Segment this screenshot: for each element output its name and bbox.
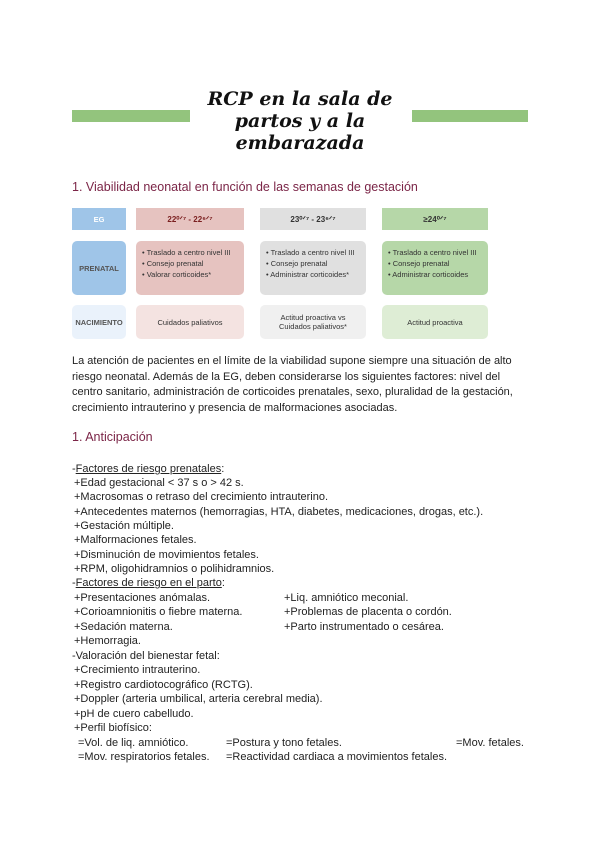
prenatal-risk-heading — [72, 462, 224, 476]
labor-risk-item: +Hemorragia. — [74, 635, 141, 647]
labor-risk-item: +Corioamnionitis o fiebre materna. — [74, 606, 243, 618]
prenatal-cell-24 — [382, 241, 488, 295]
labor-risk-item: +Liq. amniótico meconial. — [284, 592, 409, 604]
title-bar-left — [72, 110, 190, 122]
nacimiento-cell-22 — [136, 305, 244, 339]
viability-table — [72, 208, 490, 339]
prenatal-label: PRENATAL — [72, 241, 126, 295]
header-22: 22⁰ᐟ⁷ - 22⁶ᐟ⁷ — [136, 208, 244, 230]
fetal-item: +Crecimiento intrauterino. — [74, 664, 201, 676]
prenatal-24-item: • Administrar corticoides — [388, 269, 482, 280]
labor-risk-item: +Sedación materna. — [74, 621, 173, 633]
fetal-item: +Perfil biofísico: — [74, 722, 152, 734]
fetal-item: +Registro cardiotocográfico (RCTG). — [74, 679, 253, 691]
labor-risk-title: Factores de riesgo en el parto — [75, 577, 222, 589]
nacimiento-label: NACIMIENTO — [72, 305, 126, 339]
document-title — [180, 88, 420, 154]
prenatal-risk-item: +Gestación múltiple. — [74, 520, 174, 532]
prenatal-risk-item: +Malformaciones fetales. — [74, 534, 197, 546]
prenatal-22-item: • Consejo prenatal — [142, 258, 238, 269]
section-heading-anticipacion: 1. Anticipación — [72, 430, 153, 444]
labor-risk-item: +Presentaciones anómalas. — [74, 592, 211, 604]
biofisico-item: =Vol. de liq. amniótico. — [78, 737, 189, 749]
prenatal-risk-suffix: : — [221, 463, 225, 475]
labor-risk-prefix: - — [72, 577, 76, 589]
biofisico-item: =Mov. fetales. — [456, 737, 524, 749]
header-24: ≥24⁰ᐟ⁷ — [382, 208, 488, 230]
prenatal-risk-prefix: - — [72, 463, 76, 475]
prenatal-risk-item: +RPM, oligohidramnios o polihidramnios. — [74, 563, 275, 575]
title-bar-right — [412, 110, 528, 122]
prenatal-cell-22 — [136, 241, 244, 295]
biofisico-item: =Reactividad cardiaca a movimientos fetales. — [226, 751, 448, 763]
prenatal-23-item: • Consejo prenatal — [266, 258, 360, 269]
header-23: 23⁰ᐟ⁷ - 23⁶ᐟ⁷ — [260, 208, 366, 230]
prenatal-23-item: • Traslado a centro nivel III — [266, 247, 360, 258]
labor-risk-item: +Parto instrumentado o cesárea. — [284, 621, 444, 633]
title-line-1: RCP en la sala de — [207, 88, 393, 110]
eg-label: EG — [72, 208, 126, 230]
prenatal-22-item: • Valorar corticoides* — [142, 269, 238, 280]
nacimiento-23-text: Cuidados paliativos* — [279, 322, 347, 331]
prenatal-cell-23 — [260, 241, 366, 295]
labor-risk-item: +Problemas de placenta o cordón. — [284, 606, 452, 618]
nacimiento-24-text: Actitud proactiva — [407, 317, 463, 327]
prenatal-22-item: • Traslado a centro nivel III — [142, 247, 238, 258]
prenatal-risk-item: +Edad gestacional < 37 s o > 42 s. — [74, 477, 244, 489]
prenatal-risk-item: +Antecedentes maternos (hemorragias, HTA, diabetes, medicaciones, drogas, etc.). — [74, 506, 484, 518]
nacimiento-23-text: Actitud proactiva vs — [280, 313, 346, 322]
prenatal-risk-item: +Disminución de movimientos fetales. — [74, 549, 259, 561]
labor-risk-suffix: : — [221, 577, 225, 589]
nacimiento-22-text: Cuidados paliativos — [157, 317, 223, 327]
nacimiento-cell-23 — [260, 305, 366, 339]
prenatal-risk-title: Factores de riesgo prenatales — [75, 463, 222, 475]
labor-risk-heading — [72, 576, 225, 590]
fetal-item: +Doppler (arteria umbilical, arteria cerebral media). — [74, 693, 323, 705]
title-line-2: partos y a la embarazada — [234, 110, 366, 154]
prenatal-risk-item: +Macrosomas o retraso del crecimiento intrauterino. — [74, 491, 329, 503]
biofisico-item: =Postura y tono fetales. — [226, 737, 342, 749]
nacimiento-cell-24 — [382, 305, 488, 339]
prenatal-23-item: • Administrar corticoides* — [266, 269, 360, 280]
biofisico-item: =Mov. respiratorios fetales. — [78, 751, 210, 763]
fetal-heading: -Valoración del bienestar fetal: — [72, 650, 220, 662]
section-heading-viabilidad: 1. Viabilidad neonatal en función de las semanas de gestación — [72, 180, 418, 194]
intro-paragraph: La atención de pacientes en el límite de la viabilidad supone siempre una situación de alto riesgo neonatal. Además de la EG, deben considerarse los siguientes factores: nivel del centro sanitario, administración de corticoides prenatales, sexo, pluralidad de la gestación, crecimiento intrauterino y presencia de malformaciones asociadas. — [72, 355, 513, 414]
prenatal-24-item: • Consejo prenatal — [388, 258, 482, 269]
prenatal-24-item: • Traslado a centro nivel III — [388, 247, 482, 258]
fetal-item: +pH de cuero cabelludo. — [74, 708, 194, 720]
